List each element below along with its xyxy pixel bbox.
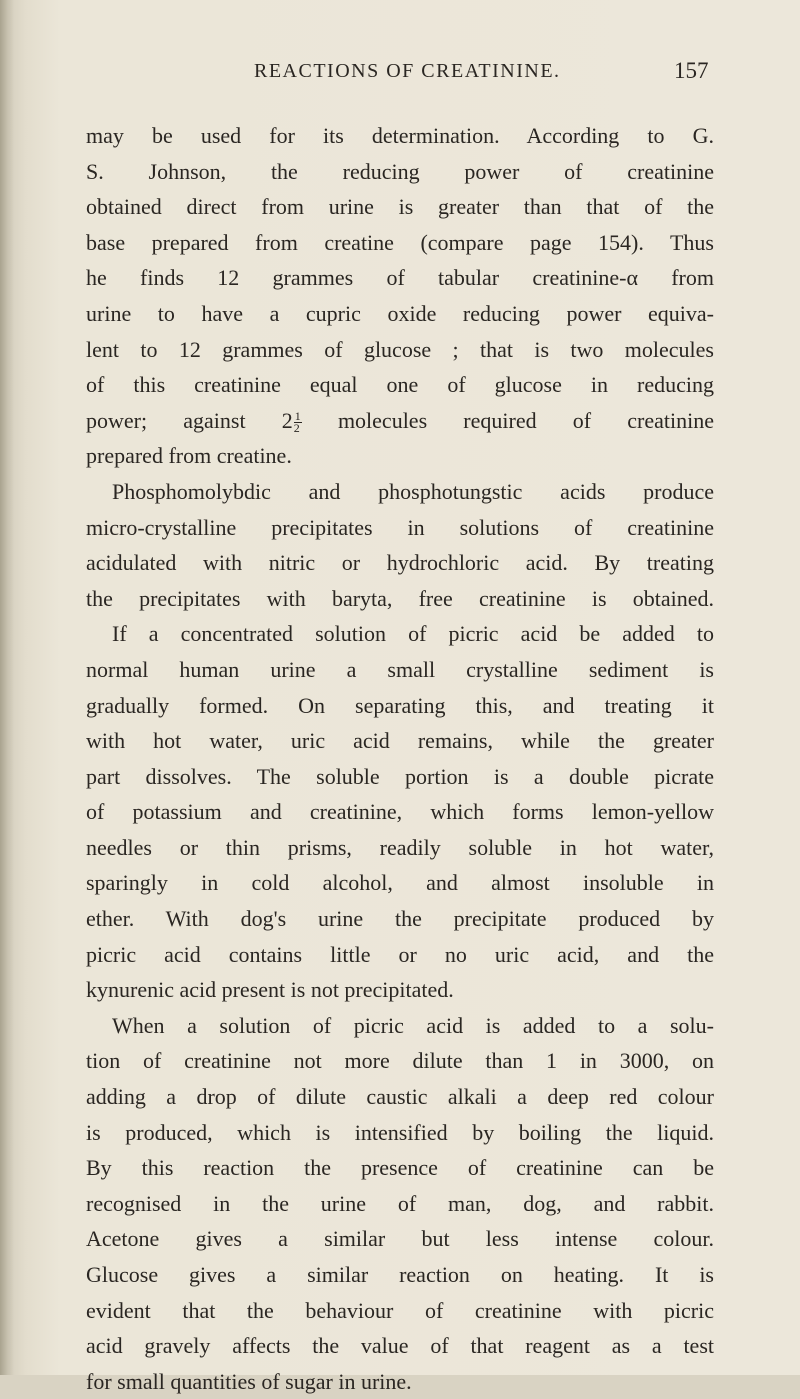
text-line: urine to have a cupric oxide reducing power equiva- [86, 300, 714, 326]
fraction-denominator: 2 [293, 421, 300, 436]
text-line: acidulated with nitric or hydrochloric acid. By treating [86, 550, 714, 576]
paragraph-start: If a concentrated solution of picric acid be added to [112, 621, 714, 647]
fraction-one-half [294, 411, 302, 434]
text-line: micro-crystalline precipitates in solutions of creatinine [86, 514, 714, 540]
text-line: with hot water, uric acid remains, while the greater [86, 728, 714, 754]
body-text [86, 118, 714, 1399]
text-fragment: power; against 2 [86, 407, 293, 433]
text-line: needles or thin prisms, readily soluble in hot water, [86, 834, 714, 860]
page-number: 157 [674, 58, 709, 83]
page-header [0, 60, 800, 90]
running-head: REACTIONS OF CREATININE. [254, 60, 561, 82]
text-line: kynurenic acid present is not precipitated. [86, 977, 454, 1003]
paragraph-start: Phosphomolybdic and phosphotungstic acids produce [112, 478, 714, 504]
text-line: of potassium and creatinine, which forms lemon-yellow [86, 799, 714, 825]
text-line: prepared from creatine. [86, 443, 292, 469]
text-line: gradually formed. On separating this, and treating it [86, 692, 714, 718]
text-line: tion of creatinine not more dilute than 1 in 3000, on [86, 1048, 714, 1074]
text-line: By this reaction the presence of creatinine can be [86, 1155, 714, 1181]
text-line: base prepared from creatine (compare page 154). Thus [86, 229, 714, 255]
text-line: recognised in the urine of man, dog, and rabbit. [86, 1190, 714, 1216]
text-line: evident that the behaviour of creatinine with picric [86, 1297, 714, 1323]
text-line: part dissolves. The soluble portion is a double picrate [86, 763, 714, 789]
text-line: Glucose gives a similar reaction on heating. It is [86, 1262, 714, 1287]
text-line: sparingly in cold alcohol, and almost insoluble in [86, 870, 714, 896]
text-line: may be used for its determination. According to G. [86, 123, 714, 148]
text-line: acid gravely affects the value of that reagent as a test [86, 1333, 714, 1359]
text-line: obtained direct from urine is greater than that of the [86, 194, 714, 220]
text-line: ether. With dog's urine the precipitate produced by [86, 906, 714, 932]
fraction-numerator: 1 [294, 409, 301, 424]
paragraph-start: When a solution of picric acid is added to a solu- [112, 1012, 714, 1038]
text-line: lent to 12 grammes of glucose ; that is two molecules [86, 336, 714, 362]
text-line-with-fraction [86, 403, 714, 439]
text-line: S. Johnson, the reducing power of creatinine [86, 158, 714, 184]
text-line: picric acid contains little or no uric acid, and the [86, 941, 714, 967]
text-line: for small quantities of sugar in urine. [86, 1368, 412, 1394]
text-line: is produced, which is intensified by boiling the liquid. [86, 1119, 714, 1145]
text-line: normal human urine a small crystalline sediment is [86, 656, 714, 682]
text-line: of this creatinine equal one of glucose in reducing [86, 372, 714, 398]
binding-shadow [0, 0, 14, 1375]
text-line: Acetone gives a similar but less intense colour. [86, 1226, 714, 1252]
text-line: the precipitates with baryta, free creatinine is obtained. [86, 585, 714, 611]
text-line: he finds 12 grammes of tabular creatinine-α from [86, 265, 714, 291]
text-fragment: molecules required of creatinine [301, 407, 714, 433]
text-line: adding a drop of dilute caustic alkali a deep red colour [86, 1084, 714, 1110]
